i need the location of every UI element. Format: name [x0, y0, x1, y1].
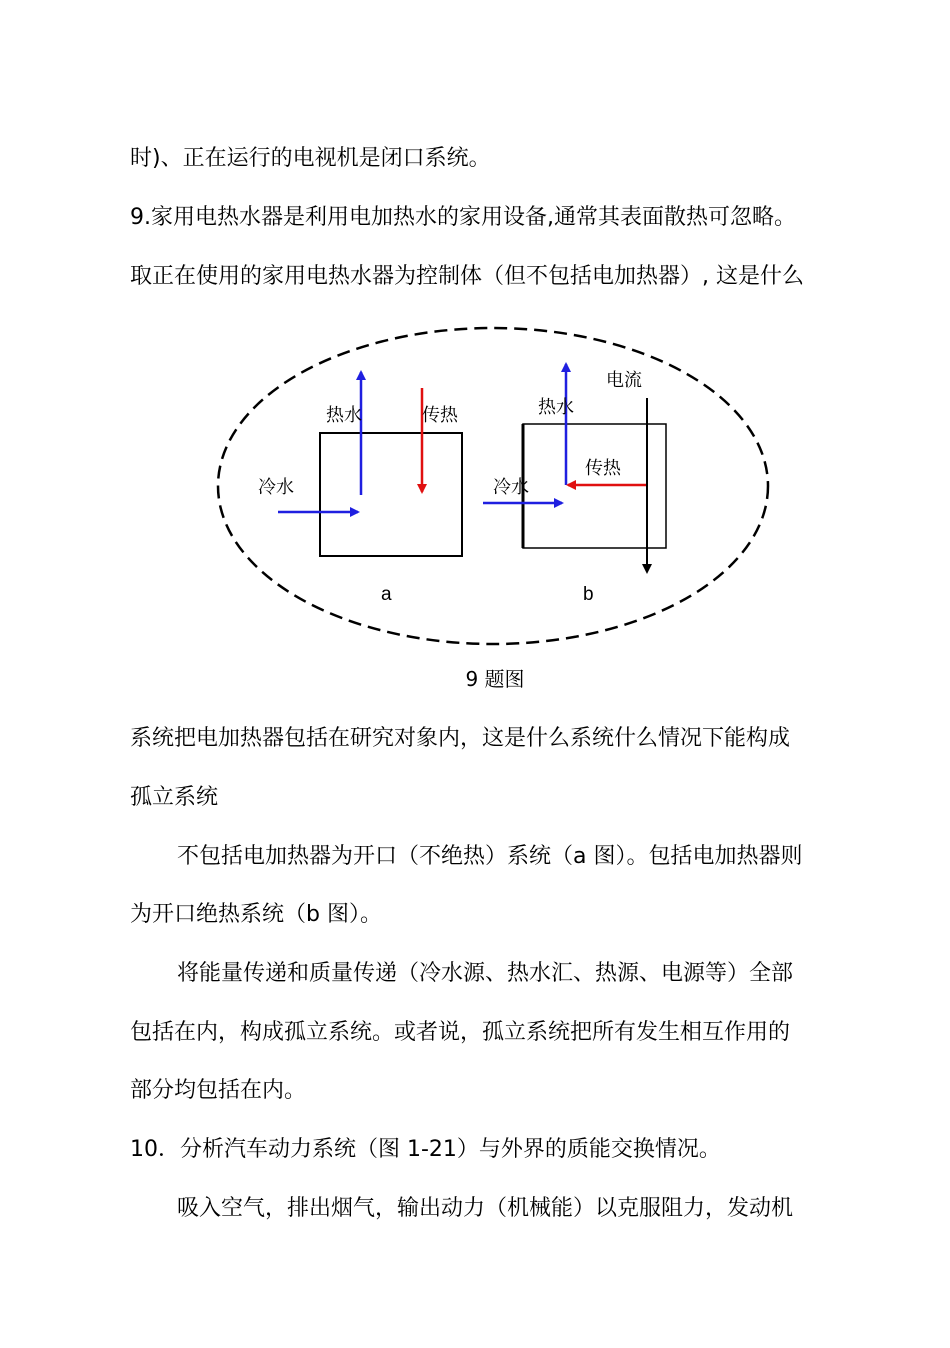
- diagram-b-letter: b: [583, 584, 594, 605]
- text-line-8: 将能量传递和质量传递（冷水源、热水汇、热源、电源等）全部: [177, 961, 794, 986]
- text-line-6: 不包括电加热器为开口（不绝热）系统（a 图）。包括电加热器则: [177, 844, 803, 869]
- text-line-7: 为开口绝热系统（b 图）。: [130, 902, 382, 927]
- hot-water-label-a: 热水: [326, 405, 362, 426]
- heat-transfer-label-a: 传热: [422, 405, 458, 426]
- heat-transfer-label-b: 传热: [585, 458, 621, 479]
- figure-caption: 9 题图: [465, 667, 525, 691]
- text-line-5: 孤立系统: [130, 785, 219, 810]
- text-line-3: 取正在使用的家用电热水器为控制体（但不包括电加热器）, 这是什么: [130, 264, 804, 289]
- diagram-a-letter: a: [381, 584, 392, 605]
- diagram-b: [483, 364, 666, 605]
- text-line-4: 系统把电加热器包括在研究对象内，这是什么系统什么情况下能构成: [130, 726, 791, 751]
- water-heater-box-a: [320, 433, 462, 556]
- text-line-9: 包括在内，构成孤立系统。或者说，孤立系统把所有发生相互作用的: [130, 1020, 791, 1045]
- figure-9: [210, 320, 780, 655]
- cold-water-label-b: 冷水: [493, 477, 529, 498]
- text-line-10: 部分均包括在内。: [130, 1078, 307, 1103]
- diagram-a: [258, 372, 462, 605]
- current-label-b: 电流: [606, 370, 642, 391]
- hot-water-label-b: 热水: [538, 397, 574, 418]
- text-line-11: 10．分析汽车动力系统（图 1-21）与外界的质能交换情况。: [130, 1137, 721, 1162]
- text-line-12: 吸入空气，排出烟气，输出动力（机械能）以克服阻力，发动机: [177, 1196, 794, 1221]
- text-line-1: 时)、正在运行的电视机是闭口系统。: [130, 146, 491, 171]
- cold-water-label-a: 冷水: [258, 477, 294, 498]
- text-line-2: 9.家用电热水器是利用电加热水的家用设备,通常其表面散热可忽略。: [130, 205, 796, 230]
